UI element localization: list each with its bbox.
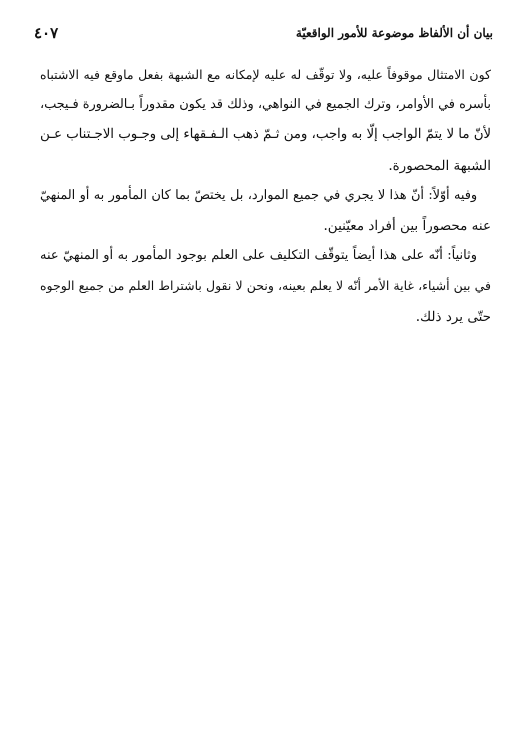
text-line: وفيه أوّلاً: أنّ هذا لا يجري في جميع الموارد، بل يختصّ بما كان المأمور به أو المنهيّ <box>40 187 477 203</box>
text-line: بأسره في الأوامر، وترك الجميع في النواهي، وذلك قد يكون مقدوراً بـالضرورة فـيجب، <box>40 97 491 113</box>
paragraph <box>40 241 491 332</box>
text-line: عنه محصوراً بين أفراد معيّنين. <box>323 218 491 235</box>
paragraph <box>40 181 491 241</box>
text-line: كون الامتثال موقوفاً عليه، ولا توقّف له عليه لإمكانه مع الشبهة بفعل ماوقع فيه الاشتباه <box>40 67 491 82</box>
text-line: في بين أشياء، غاية الأمر أنّه لا يعلم بعينه، ونحن لا نقول باشتراط العلم من جميع الوجوه <box>40 278 491 294</box>
page-number: ٤٠٧ <box>34 24 59 42</box>
body-text <box>40 60 491 332</box>
text-line: حتّى يرد ذلك. <box>415 308 491 325</box>
text-line: الشبهة المحصورة. <box>388 157 491 174</box>
running-title: بيان أن الألفاظ موضوعة للأمور الواقعيّة <box>295 26 493 40</box>
page-header <box>34 22 493 44</box>
text-line: لأنّ ما لا يتمّ الواجب إلّا به واجب، ومن ثـمّ ذهب الـفـقهاء إلى وجـوب الاجـتناب عـن <box>40 127 491 143</box>
paragraph <box>40 60 491 181</box>
text-line: وثانياً: أنّه على هذا أيضاً يتوقّف التكليف على العلم بوجود المأمور به أو المنهيّ عنه <box>40 248 477 264</box>
